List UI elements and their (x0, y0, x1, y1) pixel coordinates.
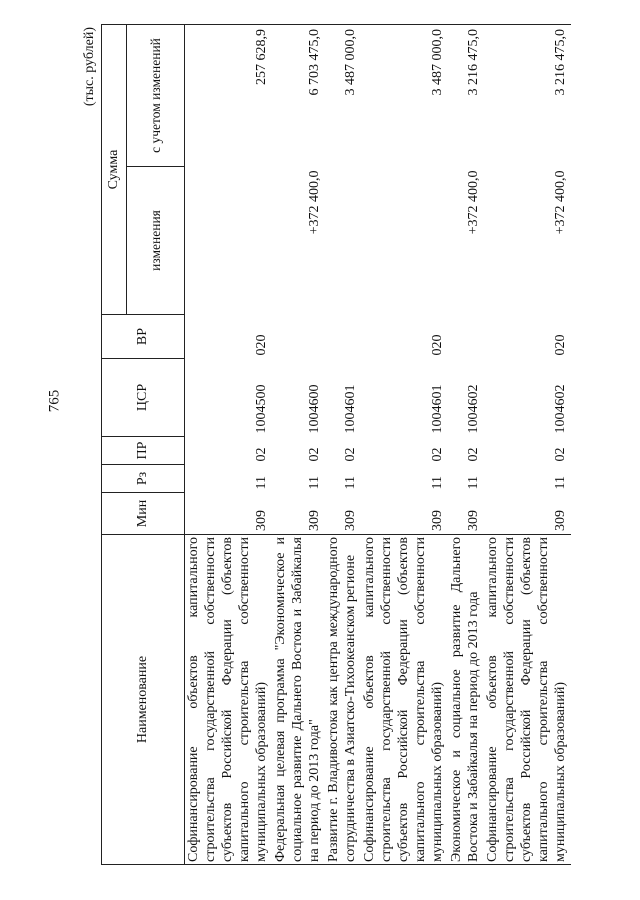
row-total: 3 216 475,0 (448, 25, 484, 167)
table-row (361, 25, 448, 865)
row-vr (325, 315, 361, 359)
row-rz: 11 (466, 476, 481, 490)
row-rz: 11 (430, 476, 445, 490)
row-min: 309 (430, 510, 445, 531)
row-vr: 020 (553, 334, 568, 356)
table-header (102, 25, 185, 865)
row-rz: 11 (254, 476, 269, 490)
row-changes: +372 400,0 (466, 170, 481, 235)
row-changes (361, 167, 448, 315)
row-rz: 11 (307, 476, 322, 490)
row-csr: 1004500 (254, 384, 269, 434)
page-number (40, 381, 68, 421)
row-rz: 11 (553, 476, 568, 490)
row-pr: 02 (466, 447, 481, 462)
row-total: 6 703 475,0 (272, 25, 325, 167)
row-changes (325, 167, 361, 315)
row-total: 3 487 000,0 (325, 25, 361, 167)
row-total: 257 628,9 (185, 25, 273, 167)
table-row (484, 25, 571, 865)
row-vr (448, 315, 484, 359)
header-name: Наименование (102, 535, 185, 865)
row-pr: 02 (307, 447, 322, 462)
row-min: 309 (254, 510, 269, 531)
row-csr: 1004600 (307, 384, 322, 434)
row-changes: +372 400,0 (307, 170, 322, 235)
row-name: Софинансирование объектов капитального строительства государственной собственности субъектов Российской Федерации (объектов капитального строительства собственности муниципальных образований) (361, 535, 448, 865)
rotated-page (79, 25, 619, 865)
header-changes: изменения (127, 167, 185, 315)
row-pr: 02 (553, 447, 568, 462)
row-changes: +372 400,0 (553, 170, 568, 235)
table-row (325, 25, 361, 865)
header-sum: Сумма (102, 25, 127, 315)
row-name: Софинансирование объектов капитального строительства государственной собственности субъектов Российской Федерации (объектов капитального строительства собственности муниципальных образований) (185, 535, 273, 865)
budget-table (101, 24, 571, 865)
row-name: Развитие г. Владивостока как центра международного сотрудничества в Азиатско-Тихоокеанском регионе (325, 535, 361, 865)
row-vr: 020 (430, 334, 445, 356)
header-rz: Рз (102, 465, 185, 493)
table-row (448, 25, 484, 865)
row-csr: 1004602 (553, 384, 568, 434)
units-label: (тыс. рублей) (82, 27, 97, 107)
row-name: Экономическое и социальное развитие Дальнего Востока и Забайкалья на период до 2013 года (448, 535, 484, 865)
row-name: Федеральная целевая программа "Экономическое и социальное развитие Дальнего Востока и Забайкалья на период до 2013 года" (272, 535, 325, 865)
row-pr: 02 (254, 447, 269, 462)
row-csr: 1004601 (343, 384, 358, 434)
table-row (185, 25, 273, 865)
row-total: 3 216 475,0 (484, 25, 571, 167)
row-csr: 1004602 (466, 384, 481, 434)
row-vr: 020 (254, 334, 269, 356)
row-min: 309 (553, 510, 568, 531)
row-min: 309 (307, 510, 322, 531)
header-csr: ЦСР (102, 359, 185, 437)
header-pr: ПР (102, 437, 185, 465)
row-total: 3 487 000,0 (361, 25, 448, 167)
row-min: 309 (466, 510, 481, 531)
header-min: Мин (102, 493, 185, 535)
row-rz: 11 (343, 476, 358, 490)
row-min: 309 (343, 510, 358, 531)
table-row (272, 25, 325, 865)
row-pr: 02 (430, 447, 445, 462)
row-csr: 1004601 (430, 384, 445, 434)
row-pr: 02 (343, 447, 358, 462)
page-number-text: 765 (46, 389, 62, 413)
header-with-changes: с учетом изменений (127, 25, 185, 167)
header-vr: ВР (102, 315, 185, 359)
table-body (185, 25, 572, 865)
row-changes (185, 167, 273, 315)
row-vr (272, 315, 325, 359)
row-name: Софинансирование объектов капитального строительства государственной собственности субъектов Российской Федерации (объектов капитального строительства собственности муниципальных образований) (484, 535, 571, 865)
